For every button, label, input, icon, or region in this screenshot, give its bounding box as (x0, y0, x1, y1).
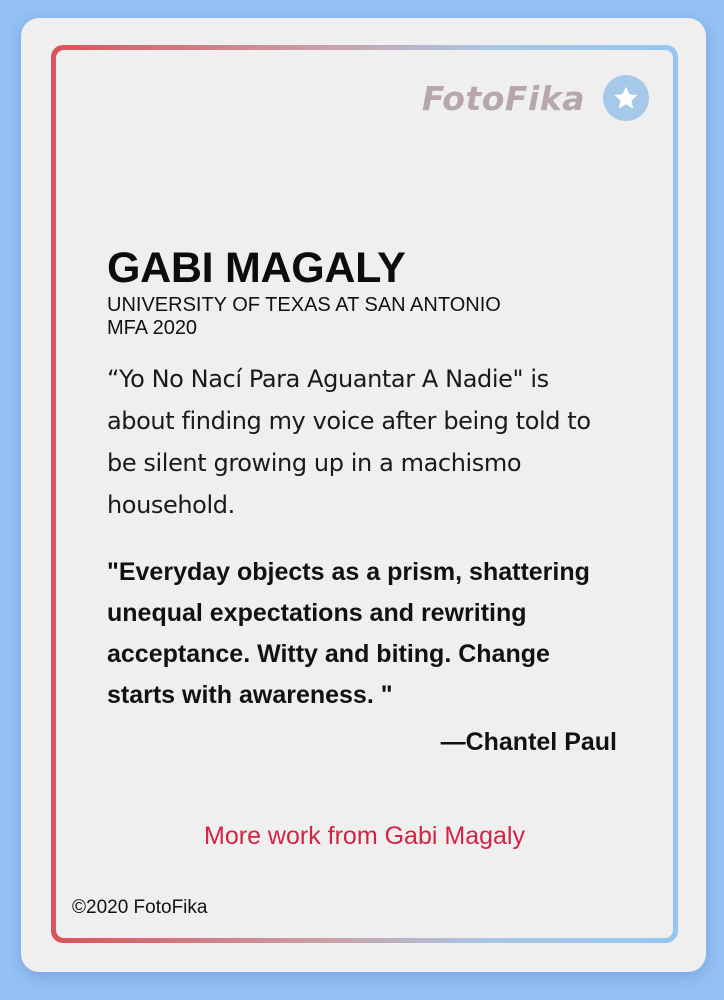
artist-name: GABI MAGALY (107, 244, 406, 292)
quote-attribution: —Chantel Paul (440, 728, 617, 756)
card-body (56, 50, 673, 938)
artist-info (107, 244, 617, 757)
brand-logo[interactable] (422, 75, 649, 121)
more-work-link[interactable]: More work from Gabi Magaly (204, 822, 525, 850)
brand-name: FotoFika (421, 78, 585, 118)
artist-degree: MFA 2020 (107, 317, 198, 339)
star-icon (603, 75, 649, 121)
copyright-notice: ©2020 FotoFika (72, 897, 208, 918)
artist-card (21, 18, 706, 972)
juror-quote: "Everyday objects as a prism, shattering unequal expectations and rewriting acceptance. Witty and biting. Change starts with awareness. " (107, 558, 590, 709)
work-description: “Yo No Nací Para Aguantar A Nadie" is about finding my voice after being told to be silent growing up in a machismo household. (107, 365, 591, 519)
gradient-frame (51, 45, 678, 943)
artist-school: UNIVERSITY OF TEXAS AT SAN ANTONIO (107, 294, 501, 316)
